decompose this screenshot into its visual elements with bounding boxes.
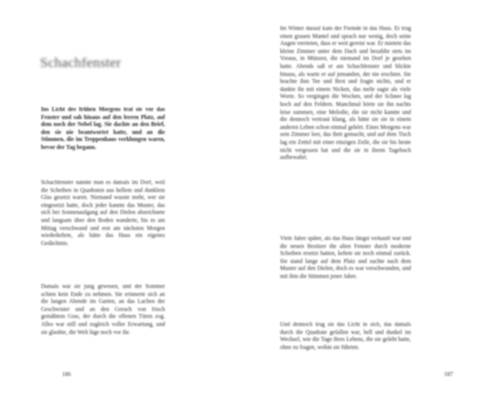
right-paragraph-1: Im Winter darauf kam der Fremde in das Haus. Er trug einen grauen Mantel und sprach nur wenig, doch seine Augen verrieten, dass er weit gereist war. Er mietete das kleine Zimmer unter dem Dach und bezahlte stets im Voraus, in Münzen, die niemand im Dorf je gesehen hatte. Abends saß er am Schachfenster und blickte hinaus, als warte er auf jemanden, der nie erschien. Sie brachte ihm Tee und Brot und fragte nichts, und er dankte ihr mit einem Nicken, das mehr sagte als viele Worte. So vergingen die Wochen, und der Schnee lag hoch auf den Feldern. Manchmal hörte sie ihn nachts leise summen, eine Melodie, die sie nicht kannte und die dennoch vertraut klang, als hätte sie sie in einem anderen Leben schon einmal gehört. Eines Morgens war sein Zimmer leer, das Bett gemacht, und auf dem Tisch lag ein Zettel mit einer einzigen Zeile, die sie bis heute nicht vergessen hat und die sie in ihrem Tagebuch aufbewahrt. — [280, 26, 411, 162]
right-page — [250, 0, 500, 400]
right-paragraph-3: Und dennoch trug sie das Licht in sich, das damals durch die Quadrate gefallen war, hell und dunkel im Wechsel, wie die Tage ihres Lebens, die sie gelebt hatte, ohne zu fragen, wohin sie führten. — [280, 322, 411, 351]
left-paragraph-2: Schachfenster nannte man es damals im Dorf, weil die Scheiben in Quadraten aus hellem und dunklem Glas gesetzt waren. Niemand wusste mehr, wer sie eingesetzt hatte, doch jeder kannte das Muster, das sich bei Sonnenaufgang auf den Dielen abzeichnete und langsam über den Boden wanderte, bis es am Mittag verschwand und erst am nächsten Morgen wiederkehrte, als hätte das Haus ein eigenes Gedächtnis. — [41, 180, 165, 247]
left-page-number: 186 — [62, 372, 71, 378]
right-paragraph-2: Viele Jahre später, als das Haus längst verkauft war und die neuen Besitzer die alten Fenster durch moderne Scheiben ersetzt hatten, kehrte sie noch einmal zurück. Sie stand lange auf dem Platz und suchte nach dem Muster auf den Dielen, doch es war verschwunden, und mit ihm die Stimmen jener Jahre. — [280, 236, 411, 280]
left-paragraph-1: Ins Licht des frühen Morgens trat sie vor das Fenster und sah hinaus auf den leeren Platz, auf dem noch der Nebel lag. Sie dachte an den Brief, den sie nie beantwortet hatte, und an die Stimmen, die im Treppenhaus verklungen waren, bevor der Tag begann. — [41, 107, 165, 151]
right-page-number: 187 — [444, 372, 453, 378]
chapter-title: Schachfenster — [40, 56, 122, 71]
left-paragraph-3: Damals war sie jung gewesen, und der Sommer schien kein Ende zu nehmen. Sie erinnerte sich an die langen Abende im Garten, an das Lachen der Geschwister und an den Geruch von frisch gemähtem Gras, der durch die offenen Türen zog. Alles war still und zugleich voller Erwartung, und sie glaubte, die Welt läge noch vor ihr. — [41, 284, 165, 336]
